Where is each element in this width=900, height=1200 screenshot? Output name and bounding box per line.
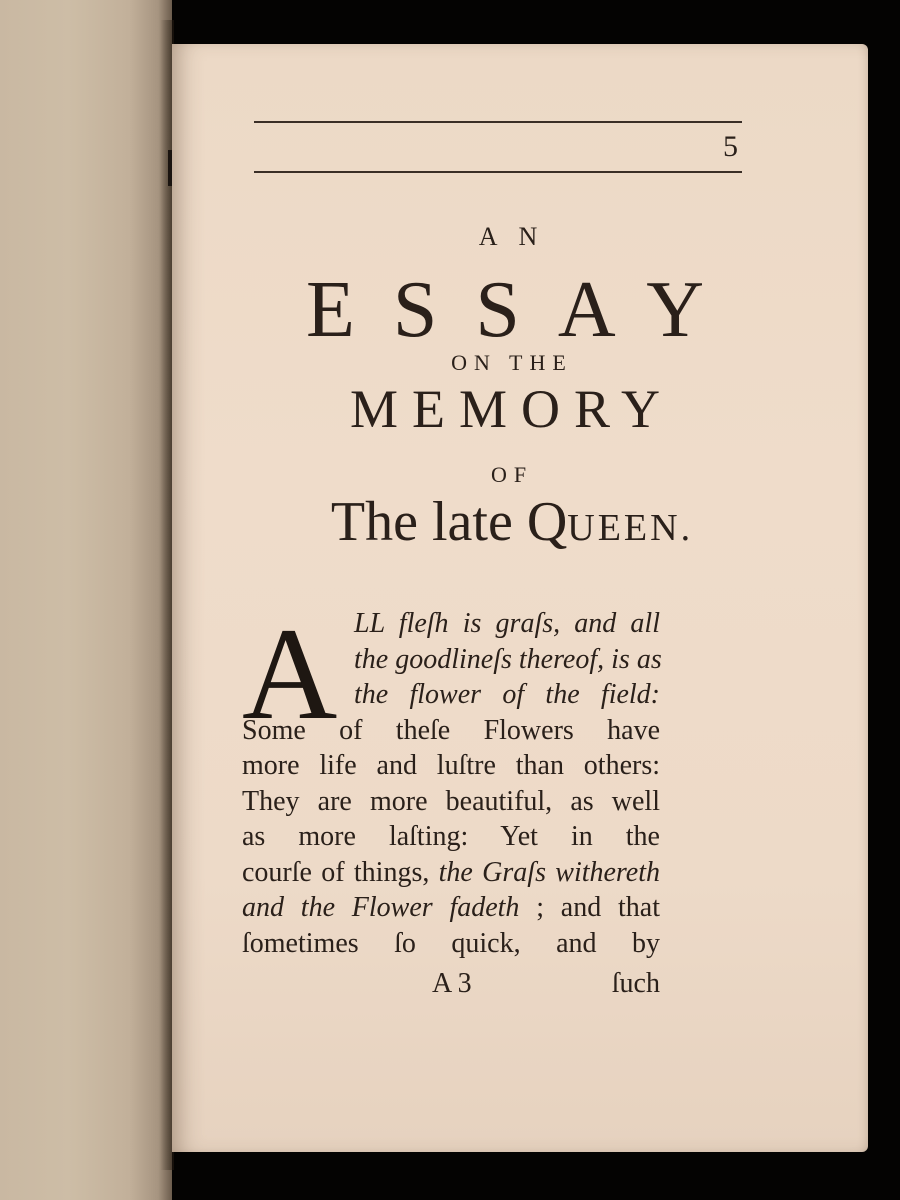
text-line-9-roman: ; and that	[536, 892, 661, 923]
title-on-the: ON THE	[451, 350, 573, 375]
text-line-9-italic: and the Flower fadeth	[242, 892, 520, 923]
body-text	[242, 600, 662, 961]
title-queen-rest: UEEN.	[567, 507, 694, 549]
text-line-9	[242, 890, 660, 926]
text-line-5: more life and luſtre than others:	[242, 750, 660, 781]
signature-mark: A 3	[432, 968, 472, 999]
drop-cap: A	[242, 600, 338, 747]
text-line-3: the flower of the field:	[354, 679, 660, 710]
text-line-10: ſometimes ſo quick, and by	[242, 927, 660, 959]
title-essay: ESSAY	[305, 266, 743, 354]
text-line-1: LL fleſh is graſs, and all	[354, 608, 660, 639]
text-line-2: the goodlineſs thereof, is as	[354, 643, 662, 675]
title-memory: MEMORY	[349, 379, 675, 439]
page-footer	[242, 968, 660, 1004]
catchword: ſuch	[611, 968, 660, 999]
title-the-late: The late	[330, 491, 527, 553]
title-queen-initial: Q	[526, 491, 568, 553]
text-line-7: as more laſting: Yet in the	[242, 821, 660, 852]
header-rule-bottom	[254, 171, 742, 173]
title-an: A N	[478, 222, 546, 251]
text-line-8-roman: courſe of things,	[242, 856, 439, 888]
text-line-4: Some of theſe Flowers have	[242, 714, 660, 746]
text-line-8-italic: the Graſs withereth	[438, 856, 660, 888]
title-the-late-queen	[232, 491, 792, 553]
page-number: 5	[723, 130, 738, 163]
title-of: OF	[490, 462, 534, 487]
text-line-6: They are more beautiful, as well	[242, 785, 660, 817]
facing-page	[0, 0, 172, 1200]
text-line-8	[242, 855, 660, 891]
header-rule-top	[254, 121, 742, 123]
book-page	[172, 44, 868, 1152]
